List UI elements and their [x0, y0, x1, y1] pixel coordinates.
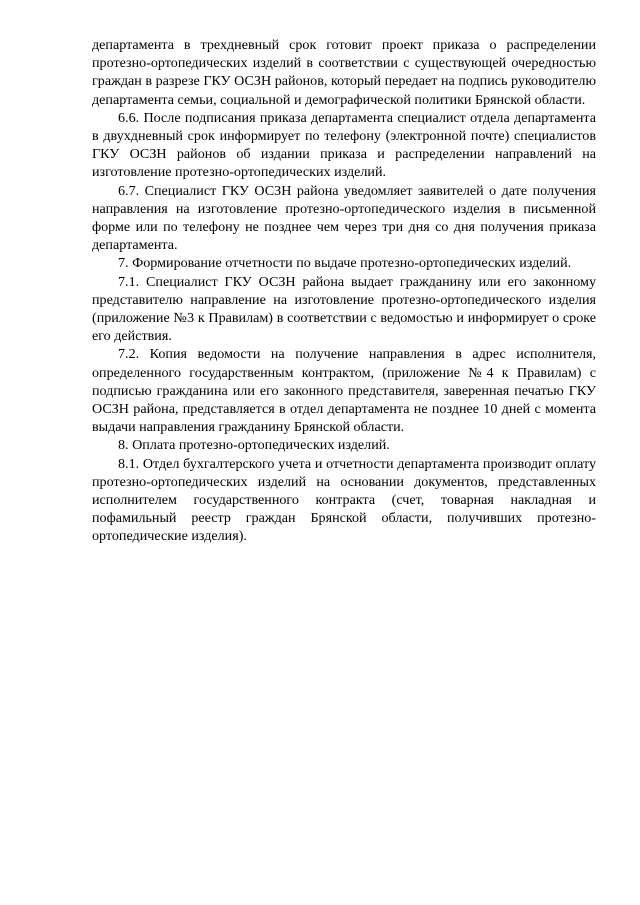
paragraph-8-1: 8.1. Отдел бухгалтерского учета и отчетности департамента производит оплату протезно-ортопедических изделий на основании документов, представленных исполнителем государственного контракта (счет, товарная накладная и пофамильный реестр граждан Брянской области, получивших протезно-ортопедические изделия).: [92, 455, 596, 545]
paragraph-7-1: 7.1. Специалист ГКУ ОСЗН района выдает гражданину или его законному представителю направление на изготовление протезно-ортопедического изделия (приложение №3 к Правилам) в соответствии с ведомостью и информирует о сроке его действия.: [92, 273, 596, 345]
section-8-heading: 8. Оплата протезно-ортопедических изделий.: [118, 437, 390, 454]
paragraph-6-7: 6.7. Специалист ГКУ ОСЗН района уведомляет заявителей о дате получения направления на изготовление протезно-ортопедического изделия в письменной форме или по телефону не позднее чем через три дня со дня получения приказа департамента.: [92, 182, 596, 254]
paragraph-continuation: департамента в трехдневный срок готовит проект приказа о распределении протезно-ортопедических изделий в соответствии с существующей очередностью граждан в разрезе ГКУ ОСЗН районов, который передает на подпись руководителю департамента семьи, социальной и демографической политики Брянской области.: [92, 37, 596, 108]
document-page: [92, 36, 596, 546]
paragraph-7-2: 7.2. Копия ведомости на получение направления в адрес исполнителя, определенного государственным контрактом, (приложение №4 к Правилам) с подписью гражданина или его законного представителя, заверенная печатью ГКУ ОСЗН района, представляется в отдел департамента не позднее 10 дней с момента выдачи направления гражданину Брянской области.: [92, 346, 596, 436]
paragraph-6-6: 6.6. После подписания приказа департамента специалист отдела департамента в двухдневный срок информирует по телефону (электронной почте) специалистов ГКУ ОСЗН районов об издании приказа и распределении направлений на изготовление протезно-ортопедических изделий.: [92, 109, 596, 181]
section-7-heading: 7. Формирование отчетности по выдаче протезно-ортопедических изделий.: [118, 255, 572, 272]
